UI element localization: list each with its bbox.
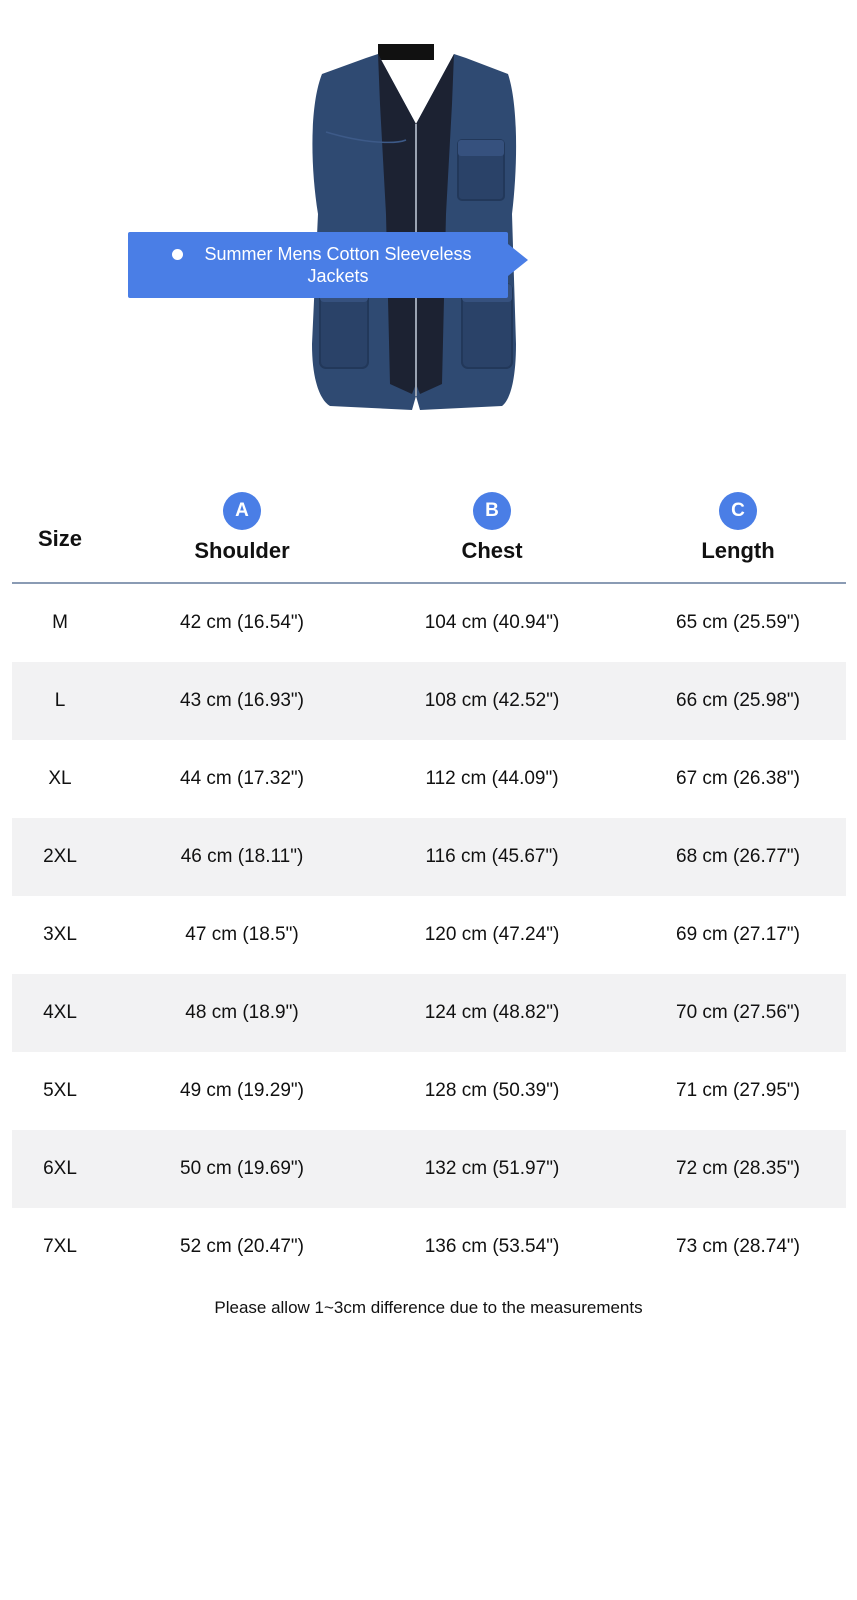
cell-length: 66 cm (25.98") xyxy=(676,690,800,711)
header-shoulder xyxy=(142,492,342,564)
cell-size: 7XL xyxy=(43,1236,77,1257)
product-hero xyxy=(0,0,857,440)
table-row xyxy=(12,896,846,974)
cell-size: 2XL xyxy=(43,846,77,867)
header-length-label: Length xyxy=(701,538,775,563)
cell-shoulder: 44 cm (17.32") xyxy=(180,768,304,789)
table-row xyxy=(12,584,846,662)
cell-shoulder: 52 cm (20.47") xyxy=(180,1236,304,1257)
cell-size: 3XL xyxy=(43,924,77,945)
table-row xyxy=(12,1052,846,1130)
cell-shoulder: 50 cm (19.69") xyxy=(180,1158,304,1179)
cell-chest: 136 cm (53.54") xyxy=(424,1236,560,1257)
badge-a-icon: A xyxy=(223,492,261,530)
cell-size: L xyxy=(54,690,66,711)
header-length xyxy=(638,492,838,564)
cell-chest: 124 cm (48.82") xyxy=(424,1002,560,1023)
table-row xyxy=(12,1130,846,1208)
cell-shoulder: 48 cm (18.9") xyxy=(185,1002,299,1023)
cell-shoulder: 47 cm (18.5") xyxy=(185,924,299,945)
cell-length: 67 cm (26.38") xyxy=(676,768,800,789)
measurement-note: Please allow 1~3cm difference due to the measurements xyxy=(214,1298,643,1317)
table-row xyxy=(12,818,846,896)
cell-length: 73 cm (28.74") xyxy=(676,1236,800,1257)
cell-size: XL xyxy=(48,768,72,789)
cell-shoulder: 42 cm (16.54") xyxy=(180,612,304,633)
table-row xyxy=(12,740,846,818)
table-header xyxy=(12,476,846,584)
cell-chest: 120 cm (47.24") xyxy=(424,924,560,945)
cell-length: 72 cm (28.35") xyxy=(676,1158,800,1179)
cell-shoulder: 43 cm (16.93") xyxy=(180,690,304,711)
table-row xyxy=(12,1208,846,1286)
cell-size: 4XL xyxy=(43,1002,77,1023)
badge-c-icon: C xyxy=(719,492,757,530)
header-shoulder-label: Shoulder xyxy=(194,538,290,563)
product-title-callout xyxy=(128,232,508,298)
vest-product-image xyxy=(296,44,536,416)
cell-shoulder: 49 cm (19.29") xyxy=(180,1080,304,1101)
cell-size: 5XL xyxy=(43,1080,77,1101)
table-row xyxy=(12,974,846,1052)
cell-chest: 104 cm (40.94") xyxy=(424,612,560,633)
cell-chest: 128 cm (50.39") xyxy=(424,1080,560,1101)
header-size-label: Size xyxy=(37,526,83,551)
cell-size: 6XL xyxy=(43,1158,77,1179)
bullet-dot-icon xyxy=(172,249,183,260)
cell-shoulder: 46 cm (18.11") xyxy=(180,846,304,867)
cell-length: 65 cm (25.59") xyxy=(676,612,800,633)
badge-b-icon: B xyxy=(473,492,511,530)
header-size xyxy=(12,526,108,552)
header-chest-label: Chest xyxy=(461,538,523,563)
header-chest xyxy=(392,492,592,564)
cell-length: 69 cm (27.17") xyxy=(676,924,800,945)
cell-chest: 132 cm (51.97") xyxy=(424,1158,560,1179)
cell-chest: 108 cm (42.52") xyxy=(424,690,560,711)
size-chart-table xyxy=(12,476,846,1286)
cell-size: M xyxy=(52,612,68,633)
cell-chest: 112 cm (44.09") xyxy=(425,768,559,789)
cell-length: 70 cm (27.56") xyxy=(676,1002,800,1023)
cell-chest: 116 cm (45.67") xyxy=(425,846,559,867)
cell-length: 68 cm (26.77") xyxy=(676,846,800,867)
product-title: Summer Mens Cotton Sleeveless Jackets xyxy=(204,244,472,286)
cell-length: 71 cm (27.95") xyxy=(676,1080,800,1101)
table-row xyxy=(12,662,846,740)
